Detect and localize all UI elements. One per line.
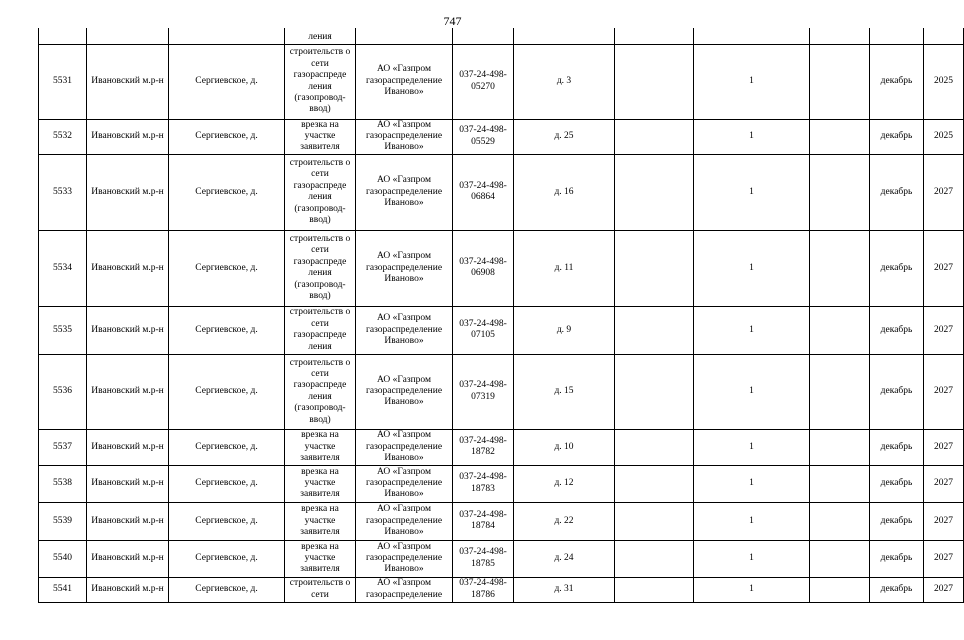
table-row bbox=[39, 465, 964, 502]
cell-work-type: врезка на участке заявителя bbox=[285, 465, 356, 502]
cell-empty-1 bbox=[615, 119, 694, 154]
cell-num: 5540 bbox=[39, 540, 87, 577]
cell-qty: 1 bbox=[694, 502, 810, 540]
registry-table bbox=[38, 28, 964, 603]
cell-empty-1 bbox=[615, 577, 694, 602]
page-number: 747 bbox=[443, 14, 462, 28]
cell-code: 037-24-498-05529 bbox=[453, 119, 514, 154]
cell-num: 5538 bbox=[39, 465, 87, 502]
cell-empty-1 bbox=[615, 28, 694, 44]
cell-work-type: врезка на участке заявителя bbox=[285, 119, 356, 154]
cell-address: д. 11 bbox=[514, 230, 615, 306]
cell-district: Ивановский м.р-н bbox=[87, 230, 169, 306]
cell-month: декабрь bbox=[870, 354, 924, 429]
cell-month: декабрь bbox=[870, 44, 924, 119]
cell-district: Ивановский м.р-н bbox=[87, 119, 169, 154]
cell-district: Ивановский м.р-н bbox=[87, 154, 169, 230]
cell-work-type: строительств о сети газораспреде ления (газопровод-ввод) bbox=[285, 354, 356, 429]
cell-org: АО «Газпром газораспределение Иваново» bbox=[356, 306, 453, 354]
cell-settlement: Сергиевское, д. bbox=[169, 44, 285, 119]
cell-month: декабрь bbox=[870, 306, 924, 354]
cell-empty-2 bbox=[810, 44, 870, 119]
cell-empty-2 bbox=[810, 540, 870, 577]
cell-org: АО «Газпром газораспределение Иваново» bbox=[356, 540, 453, 577]
cell-empty-2 bbox=[810, 577, 870, 602]
cell-empty-2 bbox=[810, 230, 870, 306]
cell-address: д. 12 bbox=[514, 465, 615, 502]
cell-address: д. 15 bbox=[514, 354, 615, 429]
table-row bbox=[39, 429, 964, 465]
cell-address: д. 10 bbox=[514, 429, 615, 465]
cell-month: декабрь bbox=[870, 465, 924, 502]
cell-empty-1 bbox=[615, 502, 694, 540]
cell-settlement: Сергиевское, д. bbox=[169, 540, 285, 577]
cell-year: 2027 bbox=[924, 154, 964, 230]
cell-org bbox=[356, 28, 453, 44]
cell-year: 2027 bbox=[924, 354, 964, 429]
cell-num: 5535 bbox=[39, 306, 87, 354]
table-row bbox=[39, 44, 964, 119]
cell-code: 037-24-498-06908 bbox=[453, 230, 514, 306]
cell-year bbox=[924, 28, 964, 44]
cell-empty-2 bbox=[810, 354, 870, 429]
table-row bbox=[39, 230, 964, 306]
cell-address: д. 24 bbox=[514, 540, 615, 577]
cell-settlement: Сергиевское, д. bbox=[169, 119, 285, 154]
cell-work-type: строительств о сети газораспреде ления (газопровод-ввод) bbox=[285, 154, 356, 230]
cell-empty-1 bbox=[615, 429, 694, 465]
cell-address: д. 16 bbox=[514, 154, 615, 230]
cell-qty: 1 bbox=[694, 306, 810, 354]
cell-district: Ивановский м.р-н bbox=[87, 540, 169, 577]
cell-work-type: строительств о сети газораспреде ления bbox=[285, 306, 356, 354]
table-row bbox=[39, 540, 964, 577]
table-row bbox=[39, 119, 964, 154]
cell-qty: 1 bbox=[694, 577, 810, 602]
continued-row bbox=[39, 28, 964, 44]
cell-qty: 1 bbox=[694, 154, 810, 230]
cell-month: декабрь bbox=[870, 502, 924, 540]
cell-work-type: строительств о сети газораспреде ления (газопровод-ввод) bbox=[285, 44, 356, 119]
cell-org: АО «Газпром газораспределение Иваново» bbox=[356, 119, 453, 154]
cell-settlement: Сергиевское, д. bbox=[169, 230, 285, 306]
cell-work-type: врезка на участке заявителя bbox=[285, 540, 356, 577]
cell-code: 037-24-498-18785 bbox=[453, 540, 514, 577]
cell-year: 2027 bbox=[924, 502, 964, 540]
cell-district: Ивановский м.р-н bbox=[87, 429, 169, 465]
cell-org: АО «Газпром газораспределение bbox=[356, 577, 453, 602]
cell-empty-1 bbox=[615, 465, 694, 502]
table-row bbox=[39, 502, 964, 540]
cell-code: 037-24-498-07319 bbox=[453, 354, 514, 429]
cell-num: 5532 bbox=[39, 119, 87, 154]
cell-num: 5541 bbox=[39, 577, 87, 602]
cell-code: 037-24-498-18783 bbox=[453, 465, 514, 502]
cell-settlement: Сергиевское, д. bbox=[169, 465, 285, 502]
cell-org: АО «Газпром газораспределение Иваново» bbox=[356, 354, 453, 429]
cell-empty-1 bbox=[615, 230, 694, 306]
cell-district: Ивановский м.р-н bbox=[87, 44, 169, 119]
cell-org: АО «Газпром газораспределение Иваново» bbox=[356, 465, 453, 502]
cell-empty-1 bbox=[615, 306, 694, 354]
cell-empty-2 bbox=[810, 306, 870, 354]
cell-num: 5531 bbox=[39, 44, 87, 119]
cell-num: 5534 bbox=[39, 230, 87, 306]
cell-code bbox=[453, 28, 514, 44]
cell-work-type: строительств о сети газораспреде ления (газопровод-ввод) bbox=[285, 230, 356, 306]
cell-work-type: врезка на участке заявителя bbox=[285, 429, 356, 465]
cell-org: АО «Газпром газораспределение Иваново» bbox=[356, 230, 453, 306]
cell-settlement: Сергиевское, д. bbox=[169, 154, 285, 230]
cell-district: Ивановский м.р-н bbox=[87, 306, 169, 354]
cell-settlement bbox=[169, 28, 285, 44]
cell-code: 037-24-498-07105 bbox=[453, 306, 514, 354]
cell-org: АО «Газпром газораспределение Иваново» bbox=[356, 429, 453, 465]
table-row bbox=[39, 306, 964, 354]
cell-month: декабрь bbox=[870, 119, 924, 154]
cell-num bbox=[39, 28, 87, 44]
cell-empty-2 bbox=[810, 502, 870, 540]
cell-month bbox=[870, 28, 924, 44]
cell-settlement: Сергиевское, д. bbox=[169, 429, 285, 465]
cell-org: АО «Газпром газораспределение Иваново» bbox=[356, 44, 453, 119]
cell-org: АО «Газпром газораспределение Иваново» bbox=[356, 502, 453, 540]
cell-num: 5537 bbox=[39, 429, 87, 465]
cell-address: д. 25 bbox=[514, 119, 615, 154]
cell-year: 2027 bbox=[924, 306, 964, 354]
cell-district: Ивановский м.р-н bbox=[87, 465, 169, 502]
cell-code: 037-24-498-18782 bbox=[453, 429, 514, 465]
cell-work-type: строительств о сети bbox=[285, 577, 356, 602]
cell-qty: 1 bbox=[694, 44, 810, 119]
cell-settlement: Сергиевское, д. bbox=[169, 306, 285, 354]
cell-num: 5539 bbox=[39, 502, 87, 540]
cell-month: декабрь bbox=[870, 154, 924, 230]
cell-address: д. 22 bbox=[514, 502, 615, 540]
cell-month: декабрь bbox=[870, 577, 924, 602]
cell-settlement: Сергиевское, д. bbox=[169, 354, 285, 429]
cell-district: Ивановский м.р-н bbox=[87, 502, 169, 540]
cell-empty-2 bbox=[810, 119, 870, 154]
cell-empty-2 bbox=[810, 465, 870, 502]
cell-address: д. 3 bbox=[514, 44, 615, 119]
cell-qty: 1 bbox=[694, 540, 810, 577]
cell-address bbox=[514, 28, 615, 44]
cell-code: 037-24-498-18786 bbox=[453, 577, 514, 602]
cell-code: 037-24-498-05270 bbox=[453, 44, 514, 119]
cell-num: 5536 bbox=[39, 354, 87, 429]
cell-settlement: Сергиевское, д. bbox=[169, 577, 285, 602]
cell-year: 2027 bbox=[924, 577, 964, 602]
cell-empty-2 bbox=[810, 28, 870, 44]
cell-work-type: врезка на участке заявителя bbox=[285, 502, 356, 540]
cell-code: 037-24-498-06864 bbox=[453, 154, 514, 230]
cell-empty-1 bbox=[615, 354, 694, 429]
cell-num: 5533 bbox=[39, 154, 87, 230]
cell-qty: 1 bbox=[694, 354, 810, 429]
cell-month: декабрь bbox=[870, 230, 924, 306]
cell-month: декабрь bbox=[870, 429, 924, 465]
cell-empty-1 bbox=[615, 540, 694, 577]
cell-district bbox=[87, 28, 169, 44]
cell-empty-1 bbox=[615, 154, 694, 230]
cell-code: 037-24-498-18784 bbox=[453, 502, 514, 540]
cell-empty-2 bbox=[810, 429, 870, 465]
cell-year: 2027 bbox=[924, 465, 964, 502]
cell-qty: 1 bbox=[694, 119, 810, 154]
cell-qty bbox=[694, 28, 810, 44]
cell-settlement: Сергиевское, д. bbox=[169, 502, 285, 540]
cell-year: 2027 bbox=[924, 429, 964, 465]
cell-qty: 1 bbox=[694, 465, 810, 502]
cell-year: 2027 bbox=[924, 230, 964, 306]
cell-year: 2025 bbox=[924, 44, 964, 119]
cell-year: 2027 bbox=[924, 540, 964, 577]
cell-address: д. 9 bbox=[514, 306, 615, 354]
cell-org: АО «Газпром газораспределение Иваново» bbox=[356, 154, 453, 230]
cell-year: 2025 bbox=[924, 119, 964, 154]
cell-month: декабрь bbox=[870, 540, 924, 577]
cell-qty: 1 bbox=[694, 429, 810, 465]
table-row bbox=[39, 577, 964, 602]
cell-qty: 1 bbox=[694, 230, 810, 306]
cell-empty-2 bbox=[810, 154, 870, 230]
table-row bbox=[39, 154, 964, 230]
cell-address: д. 31 bbox=[514, 577, 615, 602]
cell-district: Ивановский м.р-н bbox=[87, 354, 169, 429]
cell-district: Ивановский м.р-н bbox=[87, 577, 169, 602]
table-row bbox=[39, 354, 964, 429]
cell-empty-1 bbox=[615, 44, 694, 119]
cell-work-type: ления bbox=[285, 28, 356, 44]
